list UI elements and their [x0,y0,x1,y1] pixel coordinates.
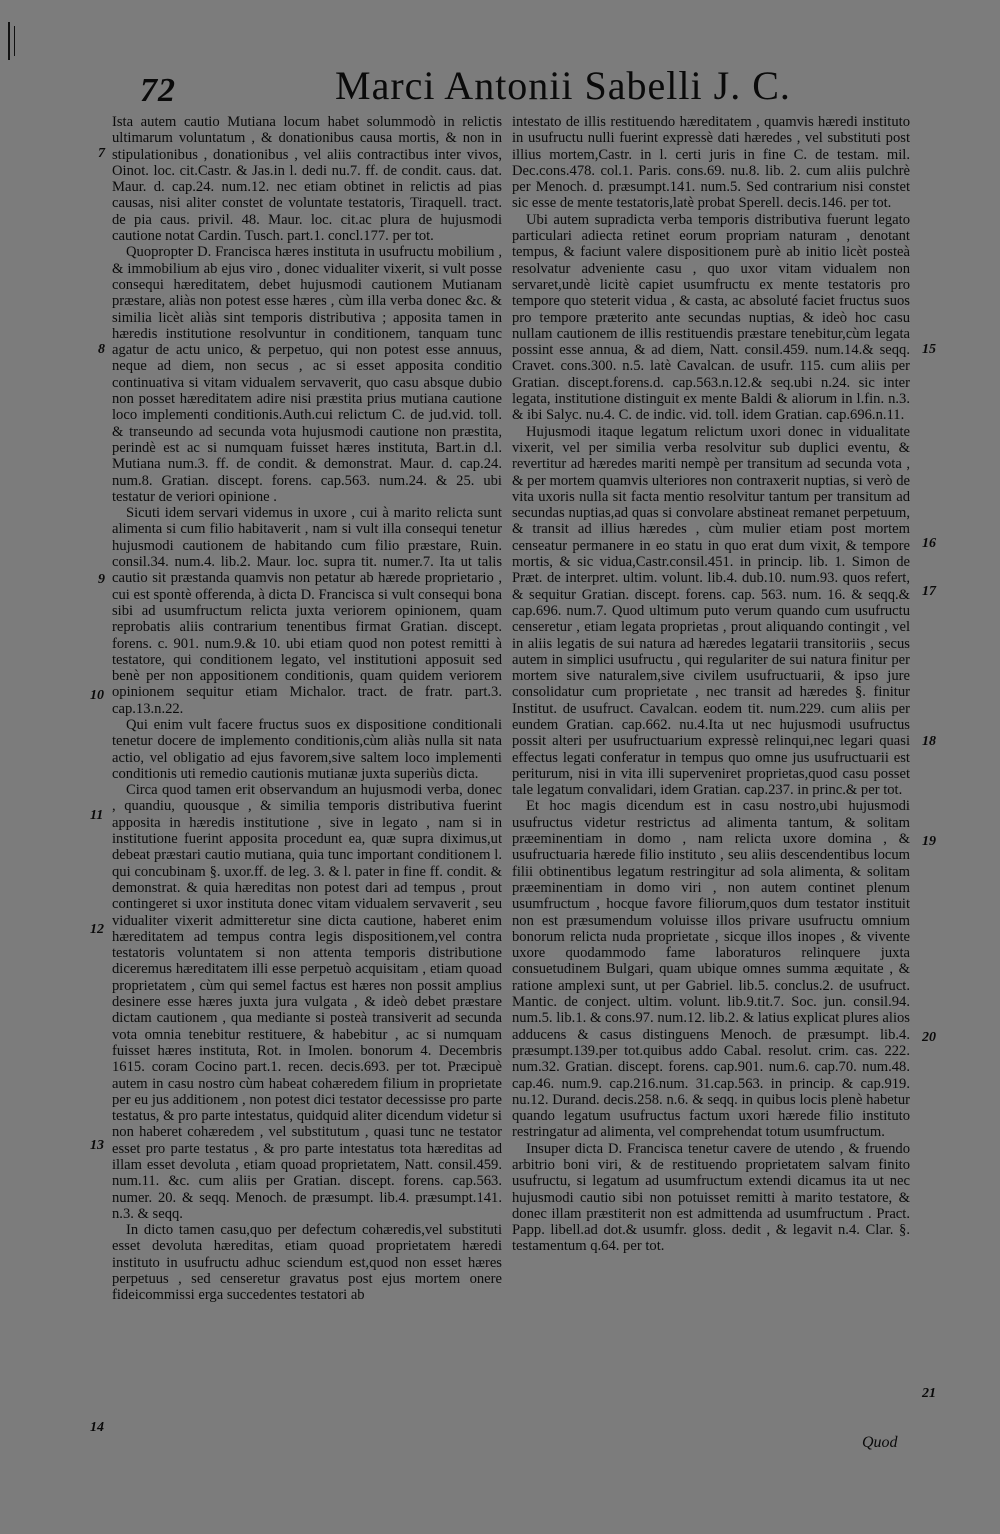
paragraph: Ubi autem supradicta verba temporis distributiva fuerunt legato particulari adiecta retinet eorum propriam naturam , denotant tempus, & faciunt valere dispositionem purè ab initio licèt posteà resolvatur adveniente casu , quo uxor vitam vidualem non servaret,undè licitè capiet usumfructu ex mente testatoris pro tempore quo steterit vidua , & casta, ac absoluté faciet fructus suos pro tempore præterito ante secundas nuptias, & ideò hoc casu nullam cautionem de illis restituendis præstare tenebitur,cùm legata possint esse annua, & ad diem, Natt. consil.459. num.14.& seqq. Cravet. cons.300. n.5. latè Cavalcan. de usufr. 115. cum aliis per Gratian. discept.forens.d. cap.563.n.12.& seq.ubi n.24. sic inter legata, institutione distinguit ex mente Baldi & aliorum in l.fin. n.3. & ibi Salyc. nu.4. C. de indic. vid. toll. idem Gratian. cap.696.n.11. [512,211,910,424]
paragraph: Ista autem cautio Mutiana locum habet solummodò in relictis ultimarum voluntatum , & donationibus causa mortis, & non in stipulationibus , donationibus , vel aliis contractibus inter vivos, Oinot. loc. cit.Castr. & Jas.in l. dedi nu.7. ff. de condit. caus. dat. Maur. d. cap.24. num.12. nec etiam obtinet in relictis ad pias causas, nisi aliter constet de voluntate testatoris, Tiraquell. tract. de pia caus. privil. 48. Maur. loc. cit.ac plura de hujusmodi cautione notat Cardin. Tusch. part.1. concl.177. per tot. [112,114,502,245]
margin-section-number: 18 [922,734,936,749]
margin-section-number: 13 [90,1138,104,1153]
margin-section-number: 11 [90,808,104,823]
paragraph: Insuper dicta D. Francisca tenetur cavere de utendo , & fruendo arbitrio boni viri, & de restituendo proprietatem salvam finito usufructu, si legatum ad usumfructum extendi dicamus ita ut nec hujusmodi cautio sibi non potuisset remitti à marito testatore, & donec illam præstiterit non est admittenda ad usumfructum . Pract. Papp. libell.ad dot.& usumfr. gloss. dedit , & legavit n.4. Clar. §. testamentum q.64. per tot. [512,1140,910,1255]
page-number: 72 [140,72,176,109]
paragraph: Hujusmodi itaque legatum relictum uxori donec in vidualitate vixerit, vel per similia verba resolvitur sub duplici eventu, & revertitur ad hæredes mariti nempè per transitum ad secunda vota , & per mortem quamvis ulteriores non contraxerit nuptias, si verò de vita uxoris nulla sit facta mentio resolvitur tantum per transitum ad secundas nuptias,ad quas si convolare abstineat remanet perpetuum, & transit ad illius hæredes , cùm mulier etiam post mortem censeatur permanere in eo statu in quo erat dum vixit, & tempore mortis, & sic vidua,Castr.consil.451. in princip. lib. 1. Simon de Præt. de interpret. ultim. volunt. lib.4. dub.10. num.93. quos refert, & sequitur Gratian. discept. forens. cap. 563. num. 16. & seqq.& cap.696. num.7. Quod ultimum puto verum quando cum usufructu censeretur , etiam legata proprietas , prout aliquando contingit , vel in aliis legatis de sui natura ad hæredes legatarii transitoriis , secus autem in simplici usufructu , qui regulariter de sui natura finitur per mortem sive naturalem,sive civilem usufructuarii, & ipso jure consolidatur cum proprietate , nec transit ad hæredes §. finitur Institut. de usufruct. Cavalcan. eodem tit. num.229. cum aliis per eundem Gratian. cap.662. nu.4.Ita ut nec hujusmodi usufructus possit alteri per usufructuarium expressè relinqui,nec legari quasi effectus legati conferatur in tempus quo omne jus usufructuarii est periturum, nisi in vita illi superveniret proprietas,quod casu posset tale legatum convalidari, idem Gratian. cap.237. in princ.& per tot. [512,423,910,799]
margin-section-number: 19 [922,834,936,849]
margin-section-number: 12 [90,922,104,937]
binding-edge-line [14,26,15,56]
paragraph: intestato de illis restituendo hæreditatem , quamvis hæredi instituto in usufructu nulli fuerint expressè dati hæredes , vel substituti post illius mortem,Castr. in l. certi juris in fine C. de testam. mil. Dec.cons.478. col.1. Paris. cons.69. nu.8. lib. 2. cum aliis pulchrè per Menoch. d. præsumpt.141. num.5. Sed contrarium nisi constet sic esse de mente testatoris,latè probat Sperell. decis.146. per tot. [512,114,910,212]
margin-section-number: 8 [98,342,105,357]
right-text-column [512,114,910,1255]
paragraph: Et hoc magis dicendum est in casu nostro,ubi hujusmodi usufructus videtur restrictus ad alimenta tantum, & solitam præeminentiam in domo , nam relicta uxore domina , & usufructuaria hærede filio instituto , seu aliis descendentibus locum filii obtinentibus legatum restringitur ad sola alimenta, & solitam præeminentiam in domo viri , non autem continet plenum usumfructum , hocque favore filiorum,quos dum testator instituit non est præsumendum voluisse illos privare usufructu omnium bonorum relicta nuda proprietate , sicque illos inopes , & vivente uxore quodammodo fame laboraturos relinquere juxta consuetudinem Bulgari, quam ubique omnes summa æquitate , & ratione amplexi sunt, ut per Gabriel. lib.5. conclus.2. de usufruct. Mantic. de conject. ultim. volunt. lib.9.tit.7. Soc. jun. consil.94. num.5. lib.1. & cons.97. num.12. lib.2. & latius explicat plures alios adducens & casus distinguens Menoch. de præsumpt. lib.4. præsumpt.139.per tot.quibus addo Cabal. resolut. crim. cas. 222. num.32. Gratian. discept. forens. cap.901. num.6. cap.70. num.48. cap.46. num.9. cap.216.num. 31.cap.563. in princip. & cap.919. nu.12. Durand. decis.258. n.6. & seqq. in quibus locis plenè habetur quando legatum usufructus factum uxori hærede filio instituto restringatur ad alimenta, vel comprehendat totum usumfructum. [512,798,910,1141]
margin-section-number: 16 [922,536,936,551]
margin-section-number: 20 [922,1030,936,1045]
binding-edge-line [8,22,10,60]
margin-section-number: 17 [922,584,936,599]
paragraph: Quopropter D. Francisca hæres instituta in usufructu mobilium , & immobilium ab ejus viro , donec vidualiter vixerit, si vult posse consequi hæreditatem, debet hujusmodi cautionem Mutianam præstare, aliàs non potest esse hæres , cùm illa verba donec &c. & similia licèt aliàs sint temporis distributiva ; apposita tamen in hæredis institutione resolvuntur in conditionem, tanquam tunc agatur de actu unico, & perpetuo, qui non potest esse annuus, neque ad diem, non secus , ac si esset apposita conditio continuativa si vitam vidualem servaverit, quo casu absque dubio non posset hæreditatem adire nisi præstita prius mutiana cautione loco implementi conditionis.Auth.cui relictum C. de jud.vid. toll. & transeundo ad secunda vota hujusmodi cautione non præstita, perindè est ac si numquam fuisset hæres instituta, Bart.in d.l. Mutiana num.3. ff. de condit. & demonstrat. Maur. d. cap.24. num.8. Gratian. discept. forens. cap.563. num.24. & 25. ubi testatur de veriori opinione . [112,244,502,505]
running-head: Marci Antonii Sabelli J. C. [335,63,791,108]
margin-section-number: 14 [90,1420,104,1435]
paragraph: In dicto tamen casu,quo per defectum cohæredis,vel substituti esset devoluta hæreditas, etiam quoad proprietatem hæredi instituto in usufructu adhuc sciendum est,quod non esset hæres perpetuus , sed censeretur gravatus post ejus mortem onere fideicommissi erga succedentes testatori ab [112,1222,502,1304]
left-text-column [112,114,502,1304]
margin-section-number: 9 [98,572,105,587]
margin-section-number: 21 [922,1386,936,1401]
catchword: Quod [862,1434,898,1451]
margin-section-number: 10 [90,688,104,703]
margin-section-number: 15 [922,342,936,357]
paragraph: Qui enim vult facere fructus suos ex dispositione conditionali tenetur docere de implemento conditionis,cùm aliàs nulla sit nata actio, vel obligatio ad ejus favorem,sive saltem loco implementi conditionis uti remedio cautionis mutianæ juxta superiùs dicta. [112,716,502,782]
margin-section-number: 7 [98,146,105,161]
paragraph: Sicuti idem servari videmus in uxore , cui à marito relicta sunt alimenta si cum filio habitaverit , nam si vult illa consequi tenetur hujusmodi cautionem de habitando cum filio præstare, Ruin. consil.34. num.4. lib.2. Maur. loc. supra tit. numer.7. Ita ut talis cautio sit præstanda quamvis non petatur ab hærede proprietario , cui est spontè offerenda, à dicta D. Francisca si vult consequi bona sibi ad usumfructum relicta juxta veriorem opinionem, quam reprobatis aliis contrarium tenentibus firmat Gratian. discept. forens. c. 901. num.9.& 10. ubi etiam quod non potest remitti à testatore, qui conditionem legato, vel institutioni apposuit sed benè per non appositionem conditionis, quam quidem veriorem opinionem sequitur etiam Michalor. tract. de fratr. part.3. cap.13.n.22. [112,505,502,717]
paragraph: Circa quod tamen erit observandum an hujusmodi verba, donec , quandiu, quousque , & similia temporis distributiva fuerint apposita in hæredis institutione , sive in legato , nam si in institutione fuerint apposita procedunt ea, quæ supra diximus,ut debeat præstari cautio mutiana, quia tunc important conditionem l. qui concubinam §. uxor.ff. de leg. 3. & l. pater in fine ff. condit. & demonstrat. & quia hæreditas non potest dari ad tempus , prout contingeret si uxor instituta donec vitam vidualem servaverit , seu vidualiter vixerit admitteretur sine dicta cautione, haberet enim hæreditatem ad tempus contra legis dispositionem,vel contra testatoris voluntatem si non attenta temporis distributione diceremus hæreditatem illi esse perpetuò acquisitam , etiam quoad proprietatem , cùm qui semel factus est hæres non possit amplius desinere esse hæres juxta jura vulgata , & ideò debet præstare dictam cautionem , qua mediante si posteà transiverit ad secunda vota omnia tenebitur restituere, & habebitur , ac si numquam fuisset hæres instituta, Rot. in Imolen. bonorum 4. Decembris 1615. coram Cocino part.1. recen. decis.693. per tot. Præcipuè autem in casu nostro cùm habeat cohæredem filium in proprietate per eu jus additionem , non potest dici testator decessisse pro parte testatus, & pro parte intestatus, quidquid aliter dicendum videtur si non haberet cohæredem , vel substitutum , quasi tunc ne testator esset pro parte testatus , & pro parte intestatus tota hæreditas ad illam esset devoluta , etiam quoad proprietatem, Natt. consil.459. num.11. &c. cum aliis per Gratian. discept. forens. cap.563. numer. 20. & seqq. Menoch. de præsumpt. lib.4. præsumpt.141. n.3. & seqq. [112,782,502,1222]
